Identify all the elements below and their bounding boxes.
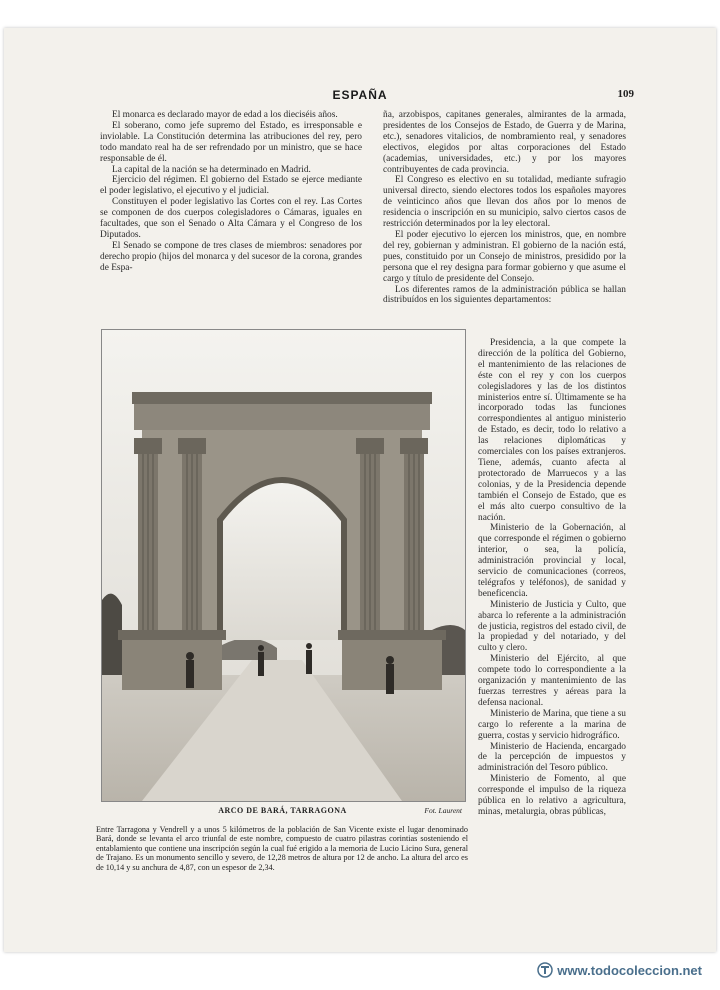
paragraph: Ejercicio del régimen. El gobierno del Estado se ejerce mediante el poder legislativo, el ejecutivo y el judicial. (100, 175, 362, 197)
paragraph: Ministerio de Marina, que tiene a su cargo lo referente a la marina de guerra, costas y servicio hidrográfico. (478, 708, 626, 741)
paragraph: Constituyen el poder legislativo las Cortes con el rey. Las Cortes se componen de dos cuerpos colegisladores o Cámaras, iguales en facultades, que son el Senado o Alta Cámara y el Congreso de los Diputados. (100, 197, 362, 240)
paragraph: El Senado se compone de tres clases de miembros: senadores por derecho propio (hijos del monarca y del sucesor de la corona, grandes de Espa- (100, 240, 362, 273)
caption-description: Entre Tarragona y Vendrell y a unos 5 kilómetros de la población de San Vicente existe el lugar denominado Bará, donde se levanta el arco triunfal de este nombre, compuesto de cuatro pilastras corintias sosteniendo el entablamiento que contiene una inscripción según la cual fué erigido a la memoria de Lucio Licino Sura, general de Trajano. Es un monumento sencillo y severo, de 12,28 metros de altura por 12 de ancho. La altura del arco es de 10,14 y su anchura de 4,87, con un espesor de 2,34. (96, 825, 468, 872)
right-text-column (383, 110, 626, 306)
left-text-column (100, 110, 362, 274)
photo-caption (101, 806, 464, 816)
paragraph: Ministerio de Justicia y Culto, que abarca lo referente a la administración de justicia, registros del estado civil, de la propiedad y del notariado, y del culto y clero. (478, 599, 626, 654)
arch-photograph (101, 329, 466, 802)
ministries-column (478, 338, 626, 818)
page-heading: ESPAÑA (332, 88, 388, 102)
paragraph: El monarca es declarado mayor de edad a los dieciséis años. (112, 110, 338, 120)
photo-credit: Fot. Laurent (424, 806, 462, 815)
paragraph: Los diferentes ramos de la administración pública se hallan distribuídos en los siguientes departamentos: (383, 284, 626, 306)
caption-title: ARCO DE BARÁ, TARRAGONA (218, 806, 347, 815)
paragraph: Ministerio de la Gobernación, al que corresponde el régimen o gobierno interior, o sea, la policía, administración provincial y local, servicio de comunicaciones (correos, telégrafos y teléfonos), de sanidad y beneficencia. (478, 523, 626, 599)
paragraph: El poder ejecutivo lo ejercen los ministros, que, en nombre del rey, gobiernan y administran. El gobierno de la nación está, pues, constituido por un Consejo de ministros, presidido por la persona que el rey designa para formar gobierno y que asume el cargo y título de presidente del Consejo. (383, 229, 626, 284)
paragraph: El Congreso es electivo en su totalidad, mediante sufragio universal directo, siendo electores todos los españoles mayores de veinticinco años que llevan dos años por lo menos de residencia o inscripción en su municipio, salvo ciertos casos de restricción determinados por la ley electoral. (383, 175, 626, 230)
page-number: 109 (617, 88, 634, 100)
watermark-text: www.todocoleccion.net (557, 962, 702, 978)
paragraph: Ministerio de Hacienda, encargado de la percepción de impuestos y administración del Tesoro público. (478, 741, 626, 774)
arch-illustration (102, 330, 465, 801)
paragraph: El soberano, como jefe supremo del Estado, es irresponsable e inviolable. La Constitución determina las atribuciones del rey, pero todo mandato real ha de ser refrendado por un ministro, que se hace responsable de él. (100, 120, 362, 164)
paragraph: La capital de la nación se ha determinado en Madrid. (112, 164, 311, 175)
paragraph: Ministerio del Ejército, al que compete todo lo correspondiente a la organización y mantenimiento de las fuerzas terrestres y aéreas para la defensa nacional. (478, 654, 626, 708)
watermark (537, 962, 702, 978)
paragraph: ña, arzobispos, capitanes generales, almirantes de la armada, presidentes de los Consejos de Estado, de Guerra y de Marina, etc.), senadores vitalicios, de nombramiento real, y senadores electivos, elegidos por altas corporaciones del Estado (academias, universidades, etc.) y por los mayores contribuyentes de cada provincia. (383, 110, 626, 175)
paragraph: Ministerio de Fomento, al que corresponde el impulso de la riqueza pública en lo relativo a agricultura, minas, metalurgia, obras públicas, (478, 774, 626, 817)
paragraph: Presidencia, a la que compete la dirección de la política del Gobierno, el mantenimiento de las relaciones de éste con el rey y con los cuerpos colegisladores y las de los distintos ministerios entre sí. Últimamente se ha incorporado todas las funciones correspondientes al antiguo ministerio de Estado, es decir, todo lo relativo a las relaciones diplomáticas y comerciales con los países extranjeros. Tiene, además, cuanto afecta al protectorado de Marruecos y a las colonias, y de la Presidencia depende también el Consejo de Estado, que es el más alto cuerpo consultivo de la nación. (478, 338, 626, 523)
todocoleccion-logo-icon (537, 962, 553, 978)
